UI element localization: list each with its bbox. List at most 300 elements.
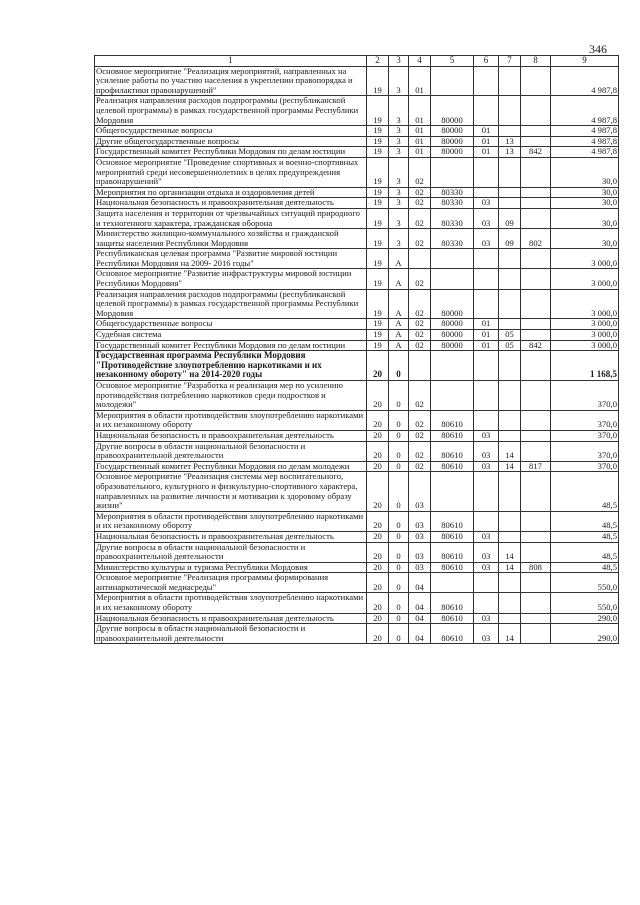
subsection-code-cell — [499, 198, 521, 209]
direction-code-cell: 80610 — [431, 624, 474, 644]
subsection-code-cell — [499, 126, 521, 137]
subsection-code-cell: 14 — [499, 441, 521, 461]
subprogram-code-cell: 0 — [389, 410, 409, 430]
row-name-cell: Государственный комитет Республики Мордовия по делам юстиции — [95, 147, 367, 158]
ministry-code-cell — [521, 573, 551, 593]
main-event-code-cell: 03 — [409, 472, 431, 511]
direction-code-cell: 80000 — [431, 126, 474, 137]
row-name-cell: Государственный комитет Республики Мордовия по делам юстиции — [95, 340, 367, 351]
row-name-cell: Министерство культуры и туризма Республики Мордовия — [95, 562, 367, 573]
ministry-code-cell — [521, 136, 551, 147]
section-code-cell — [474, 381, 499, 411]
ministry-code-cell — [521, 593, 551, 613]
main-event-code-cell: 04 — [409, 624, 431, 644]
direction-code-cell: 80330 — [431, 198, 474, 209]
program-code-cell: 19 — [367, 187, 389, 198]
direction-code-cell — [431, 269, 474, 289]
ministry-code-cell — [521, 542, 551, 562]
section-code-cell: 03 — [474, 531, 499, 542]
direction-code-cell — [431, 472, 474, 511]
amount-cell: 3 000,0 — [551, 330, 619, 341]
main-event-code-cell: 02 — [409, 461, 431, 472]
row-name-cell: Основное мероприятие "Развитие инфраструктуры мировой юстиции Республики Мордовия" — [95, 269, 367, 289]
subprogram-code-cell: 0 — [389, 613, 409, 624]
section-code-cell — [474, 472, 499, 511]
subsection-code-cell — [499, 249, 521, 269]
subsection-code-cell — [499, 96, 521, 126]
row-name-cell: Другие вопросы в области национальной безопасности и правоохранительной деятельности — [95, 542, 367, 562]
table-row — [95, 319, 619, 330]
subsection-code-cell: 14 — [499, 461, 521, 472]
subprogram-code-cell: 3 — [389, 187, 409, 198]
row-name-cell: Реализация направления расходов подпрограммы (республиканской целевой программы) в рамках государственной программы Республики Мордовия — [95, 96, 367, 126]
main-event-code-cell: 01 — [409, 136, 431, 147]
main-event-code-cell: 02 — [409, 157, 431, 187]
row-name-cell: Другие общегосударственные вопросы — [95, 136, 367, 147]
section-code-cell: 03 — [474, 562, 499, 573]
section-code-cell: 03 — [474, 441, 499, 461]
amount-cell: 370,0 — [551, 441, 619, 461]
amount-cell: 550,0 — [551, 573, 619, 593]
section-code-cell — [474, 573, 499, 593]
direction-code-cell: 80000 — [431, 136, 474, 147]
direction-code-cell: 80610 — [431, 410, 474, 430]
amount-cell: 370,0 — [551, 430, 619, 441]
subsection-code-cell — [499, 593, 521, 613]
direction-code-cell — [431, 573, 474, 593]
amount-cell: 3 000,0 — [551, 249, 619, 269]
main-event-code-cell: 02 — [409, 187, 431, 198]
subprogram-code-cell: А — [389, 289, 409, 319]
subprogram-code-cell: А — [389, 319, 409, 330]
program-code-cell: 20 — [367, 461, 389, 472]
section-code-cell: 01 — [474, 340, 499, 351]
section-code-cell — [474, 351, 499, 381]
row-name-cell: Национальная безопасность и правоохранительная деятельность — [95, 613, 367, 624]
col-header-name: 1 — [95, 56, 367, 67]
program-code-cell: 20 — [367, 573, 389, 593]
table-row — [95, 187, 619, 198]
section-code-cell: 01 — [474, 330, 499, 341]
subprogram-code-cell: 3 — [389, 208, 409, 228]
section-code-cell: 03 — [474, 430, 499, 441]
section-code-cell: 03 — [474, 624, 499, 644]
table-row — [95, 208, 619, 228]
col-header-subprogram: 3 — [389, 56, 409, 67]
section-code-cell: 03 — [474, 198, 499, 209]
direction-code-cell — [431, 66, 474, 96]
program-code-cell: 20 — [367, 430, 389, 441]
ministry-code-cell — [521, 157, 551, 187]
amount-cell: 4 987,8 — [551, 66, 619, 96]
direction-code-cell: 80000 — [431, 330, 474, 341]
program-code-cell: 19 — [367, 136, 389, 147]
subprogram-code-cell: 0 — [389, 573, 409, 593]
main-event-code-cell: 02 — [409, 340, 431, 351]
table-row — [95, 340, 619, 351]
ministry-code-cell: 842 — [521, 147, 551, 158]
table-row — [95, 542, 619, 562]
program-code-cell: 19 — [367, 319, 389, 330]
section-code-cell: 03 — [474, 613, 499, 624]
main-event-code-cell: 01 — [409, 66, 431, 96]
direction-code-cell: 80610 — [431, 542, 474, 562]
row-name-cell: Мероприятия в области противодействия злоупотреблению наркотиками и их незаконному обороту — [95, 511, 367, 531]
table-row — [95, 461, 619, 472]
subsection-code-cell: 13 — [499, 136, 521, 147]
direction-code-cell: 80000 — [431, 289, 474, 319]
subsection-code-cell — [499, 472, 521, 511]
program-code-cell: 19 — [367, 340, 389, 351]
subprogram-code-cell: 0 — [389, 511, 409, 531]
amount-cell: 550,0 — [551, 593, 619, 613]
table-row — [95, 531, 619, 542]
amount-cell: 30,0 — [551, 157, 619, 187]
main-event-code-cell: 03 — [409, 531, 431, 542]
direction-code-cell: 80330 — [431, 187, 474, 198]
row-name-cell: Республиканская целевая программа "Развитие мировой юстиции Республики Мордовия на 2009- 2016 годы" — [95, 249, 367, 269]
ministry-code-cell — [521, 330, 551, 341]
direction-code-cell: 80610 — [431, 531, 474, 542]
table-row — [95, 198, 619, 209]
amount-cell: 48,5 — [551, 562, 619, 573]
ministry-code-cell: 842 — [521, 340, 551, 351]
row-name-cell: Основное мероприятие "Реализация программы формирования антинаркотической медиасреды" — [95, 573, 367, 593]
section-code-cell: 01 — [474, 136, 499, 147]
program-code-cell: 20 — [367, 593, 389, 613]
table-row — [95, 66, 619, 96]
table-row — [95, 126, 619, 137]
main-event-code-cell: 01 — [409, 96, 431, 126]
ministry-code-cell — [521, 472, 551, 511]
main-event-code-cell: 02 — [409, 289, 431, 319]
table-row — [95, 511, 619, 531]
program-code-cell: 20 — [367, 441, 389, 461]
table-row — [95, 573, 619, 593]
table-header-row — [95, 56, 619, 67]
program-code-cell: 20 — [367, 511, 389, 531]
row-name-cell: Национальная безопасность и правоохранительная деятельность — [95, 430, 367, 441]
ministry-code-cell — [521, 613, 551, 624]
direction-code-cell: 80610 — [431, 593, 474, 613]
subsection-code-cell: 14 — [499, 562, 521, 573]
main-event-code-cell: 04 — [409, 573, 431, 593]
amount-cell: 48,5 — [551, 472, 619, 511]
row-name-cell: Мероприятия в области противодействия злоупотреблению наркотиками и их незаконному обороту — [95, 410, 367, 430]
subsection-code-cell — [499, 511, 521, 531]
row-name-cell: Другие вопросы в области национальной безопасности и правоохранительной деятельности — [95, 441, 367, 461]
section-code-cell — [474, 269, 499, 289]
main-event-code-cell: 04 — [409, 593, 431, 613]
subprogram-code-cell: А — [389, 269, 409, 289]
section-code-cell: 01 — [474, 126, 499, 137]
main-event-code-cell — [409, 249, 431, 269]
direction-code-cell: 80000 — [431, 319, 474, 330]
table-row — [95, 472, 619, 511]
ministry-code-cell — [521, 624, 551, 644]
ministry-code-cell — [521, 511, 551, 531]
section-code-cell: 01 — [474, 147, 499, 158]
amount-cell: 3 000,0 — [551, 319, 619, 330]
row-name-cell: Реализация направления расходов подпрограммы (республиканской целевой программы) в рамках государственной программы Республики Мордовия — [95, 289, 367, 319]
row-name-cell: Основное мероприятие "Разработка и реализация мер по усилению противодействия потреблению наркотиков среди подростков и молодежи" — [95, 381, 367, 411]
row-name-cell: Мероприятия по организации отдыха и оздоровления детей — [95, 187, 367, 198]
section-code-cell — [474, 96, 499, 126]
subprogram-code-cell: 0 — [389, 351, 409, 381]
main-event-code-cell: 02 — [409, 330, 431, 341]
subprogram-code-cell: 0 — [389, 430, 409, 441]
amount-cell: 3 000,0 — [551, 340, 619, 351]
main-event-code-cell: 02 — [409, 410, 431, 430]
main-event-code-cell: 02 — [409, 198, 431, 209]
subsection-code-cell: 14 — [499, 624, 521, 644]
amount-cell: 30,0 — [551, 198, 619, 209]
direction-code-cell: 80000 — [431, 340, 474, 351]
subsection-code-cell: 09 — [499, 208, 521, 228]
subprogram-code-cell: 0 — [389, 624, 409, 644]
program-code-cell: 20 — [367, 613, 389, 624]
amount-cell: 370,0 — [551, 410, 619, 430]
table-row — [95, 624, 619, 644]
ministry-code-cell — [521, 66, 551, 96]
section-code-cell — [474, 187, 499, 198]
program-code-cell: 19 — [367, 96, 389, 126]
program-code-cell: 19 — [367, 198, 389, 209]
subprogram-code-cell: 3 — [389, 96, 409, 126]
program-code-cell: 20 — [367, 381, 389, 411]
program-code-cell: 20 — [367, 531, 389, 542]
section-code-cell: 03 — [474, 542, 499, 562]
table-row — [95, 96, 619, 126]
subsection-code-cell: 05 — [499, 330, 521, 341]
direction-code-cell: 80610 — [431, 613, 474, 624]
program-code-cell: 19 — [367, 269, 389, 289]
direction-code-cell: 80610 — [431, 461, 474, 472]
amount-cell: 3 000,0 — [551, 289, 619, 319]
subprogram-code-cell: 0 — [389, 531, 409, 542]
ministry-code-cell: 802 — [521, 229, 551, 249]
subsection-code-cell — [499, 289, 521, 319]
section-code-cell: 03 — [474, 208, 499, 228]
ministry-code-cell — [521, 269, 551, 289]
amount-cell: 48,5 — [551, 542, 619, 562]
section-code-cell — [474, 410, 499, 430]
ministry-code-cell — [521, 198, 551, 209]
subsection-code-cell: 13 — [499, 147, 521, 158]
col-header-section: 6 — [474, 56, 499, 67]
table-row — [95, 229, 619, 249]
amount-cell: 370,0 — [551, 461, 619, 472]
program-code-cell: 19 — [367, 157, 389, 187]
amount-cell: 290,0 — [551, 613, 619, 624]
ministry-code-cell — [521, 96, 551, 126]
table-row — [95, 147, 619, 158]
row-name-cell: Судебная система — [95, 330, 367, 341]
table-row — [95, 351, 619, 381]
row-name-cell: Государственный комитет Республики Мордовия по делам молодежи — [95, 461, 367, 472]
amount-cell: 30,0 — [551, 187, 619, 198]
subprogram-code-cell: А — [389, 249, 409, 269]
table-row — [95, 562, 619, 573]
direction-code-cell — [431, 157, 474, 187]
subsection-code-cell — [499, 531, 521, 542]
main-event-code-cell: 03 — [409, 542, 431, 562]
subprogram-code-cell: 0 — [389, 562, 409, 573]
direction-code-cell — [431, 351, 474, 381]
amount-cell: 4 987,8 — [551, 147, 619, 158]
program-code-cell: 19 — [367, 147, 389, 158]
subprogram-code-cell: 0 — [389, 461, 409, 472]
direction-code-cell — [431, 381, 474, 411]
main-event-code-cell: 02 — [409, 208, 431, 228]
ministry-code-cell — [521, 208, 551, 228]
direction-code-cell: 80610 — [431, 511, 474, 531]
row-name-cell: Основное мероприятие "Проведение спортивных и военно-спортивных мероприятий среди несовершеннолетних в целях предупреждения правонарушений" — [95, 157, 367, 187]
program-code-cell: 20 — [367, 542, 389, 562]
ministry-code-cell: 817 — [521, 461, 551, 472]
ministry-code-cell — [521, 410, 551, 430]
ministry-code-cell — [521, 441, 551, 461]
ministry-code-cell — [521, 249, 551, 269]
table-row — [95, 269, 619, 289]
table-row — [95, 593, 619, 613]
budget-table — [94, 55, 619, 644]
ministry-code-cell — [521, 430, 551, 441]
row-name-cell: Министерство жилищно-коммунального хозяйства и гражданской защиты населения Республики Мордовия — [95, 229, 367, 249]
table-row — [95, 381, 619, 411]
row-name-cell: Общегосударственные вопросы — [95, 126, 367, 137]
program-code-cell: 20 — [367, 351, 389, 381]
section-code-cell — [474, 157, 499, 187]
ministry-code-cell — [521, 319, 551, 330]
main-event-code-cell: 03 — [409, 511, 431, 531]
amount-cell: 48,5 — [551, 511, 619, 531]
subprogram-code-cell: 0 — [389, 441, 409, 461]
section-code-cell — [474, 249, 499, 269]
table-row — [95, 410, 619, 430]
direction-code-cell: 80610 — [431, 430, 474, 441]
subsection-code-cell — [499, 381, 521, 411]
program-code-cell: 20 — [367, 472, 389, 511]
row-name-cell: Другие вопросы в области национальной безопасности и правоохранительной деятельности — [95, 624, 367, 644]
amount-cell: 30,0 — [551, 208, 619, 228]
subprogram-code-cell: 0 — [389, 542, 409, 562]
table-row — [95, 441, 619, 461]
program-code-cell: 19 — [367, 66, 389, 96]
section-code-cell: 01 — [474, 319, 499, 330]
ministry-code-cell — [521, 187, 551, 198]
ministry-code-cell — [521, 289, 551, 319]
subprogram-code-cell: А — [389, 340, 409, 351]
ministry-code-cell: 808 — [521, 562, 551, 573]
direction-code-cell: 80000 — [431, 96, 474, 126]
subprogram-code-cell: 0 — [389, 593, 409, 613]
program-code-cell: 20 — [367, 410, 389, 430]
program-code-cell: 19 — [367, 249, 389, 269]
subsection-code-cell — [499, 573, 521, 593]
subsection-code-cell — [499, 157, 521, 187]
program-code-cell: 19 — [367, 208, 389, 228]
program-code-cell: 20 — [367, 562, 389, 573]
direction-code-cell: 80330 — [431, 229, 474, 249]
table-row — [95, 136, 619, 147]
col-header-program: 2 — [367, 56, 389, 67]
main-event-code-cell: 01 — [409, 147, 431, 158]
table-row — [95, 249, 619, 269]
main-event-code-cell: 01 — [409, 126, 431, 137]
col-header-ministry: 8 — [521, 56, 551, 67]
main-event-code-cell: 03 — [409, 562, 431, 573]
subprogram-code-cell: 3 — [389, 66, 409, 96]
ministry-code-cell — [521, 126, 551, 137]
subsection-code-cell — [499, 613, 521, 624]
subsection-code-cell — [499, 430, 521, 441]
amount-cell: 370,0 — [551, 381, 619, 411]
subsection-code-cell: 09 — [499, 229, 521, 249]
section-code-cell — [474, 66, 499, 96]
col-header-amount: 9 — [551, 56, 619, 67]
table-row — [95, 613, 619, 624]
col-header-main-event: 4 — [409, 56, 431, 67]
subprogram-code-cell: 0 — [389, 472, 409, 511]
main-event-code-cell: 04 — [409, 613, 431, 624]
row-name-cell: Национальная безопасность и правоохранительная деятельность — [95, 531, 367, 542]
amount-cell: 4 987,8 — [551, 96, 619, 126]
row-name-cell: Защита населения и территории от чрезвычайных ситуаций природного и техногенного характера, гражданская оборона — [95, 208, 367, 228]
table-row — [95, 157, 619, 187]
main-event-code-cell — [409, 351, 431, 381]
row-name-cell: Общегосударственные вопросы — [95, 319, 367, 330]
section-code-cell — [474, 511, 499, 531]
main-event-code-cell: 02 — [409, 381, 431, 411]
amount-cell: 30,0 — [551, 229, 619, 249]
direction-code-cell: 80610 — [431, 441, 474, 461]
section-code-cell: 03 — [474, 229, 499, 249]
row-name-cell: Мероприятия в области противодействия злоупотреблению наркотиками и их незаконному обороту — [95, 593, 367, 613]
direction-code-cell: 80610 — [431, 562, 474, 573]
main-event-code-cell: 02 — [409, 229, 431, 249]
subprogram-code-cell: 3 — [389, 147, 409, 158]
subprogram-code-cell: А — [389, 330, 409, 341]
program-code-cell: 19 — [367, 229, 389, 249]
amount-cell: 1 168,5 — [551, 351, 619, 381]
section-code-cell — [474, 593, 499, 613]
subsection-code-cell — [499, 187, 521, 198]
main-event-code-cell: 02 — [409, 269, 431, 289]
subsection-code-cell: 14 — [499, 542, 521, 562]
direction-code-cell: 80000 — [431, 147, 474, 158]
subprogram-code-cell: 3 — [389, 157, 409, 187]
subsection-code-cell — [499, 410, 521, 430]
table-row — [95, 289, 619, 319]
col-header-subsection: 7 — [499, 56, 521, 67]
ministry-code-cell — [521, 531, 551, 542]
subsection-code-cell — [499, 269, 521, 289]
direction-code-cell: 80330 — [431, 208, 474, 228]
subsection-code-cell — [499, 319, 521, 330]
section-code-cell — [474, 289, 499, 319]
subprogram-code-cell: 0 — [389, 381, 409, 411]
subsection-code-cell — [499, 351, 521, 381]
subprogram-code-cell: 3 — [389, 126, 409, 137]
amount-cell: 4 987,8 — [551, 126, 619, 137]
row-name-cell: Национальная безопасность и правоохранительная деятельность — [95, 198, 367, 209]
subprogram-code-cell: 3 — [389, 136, 409, 147]
direction-code-cell — [431, 249, 474, 269]
main-event-code-cell: 02 — [409, 441, 431, 461]
row-name-cell: Государственная программа Республики Мордовия "Противодействие злоупотреблению наркотиками и их незаконному обороту" на 2014-2020 годы — [95, 351, 367, 381]
program-code-cell: 19 — [367, 330, 389, 341]
